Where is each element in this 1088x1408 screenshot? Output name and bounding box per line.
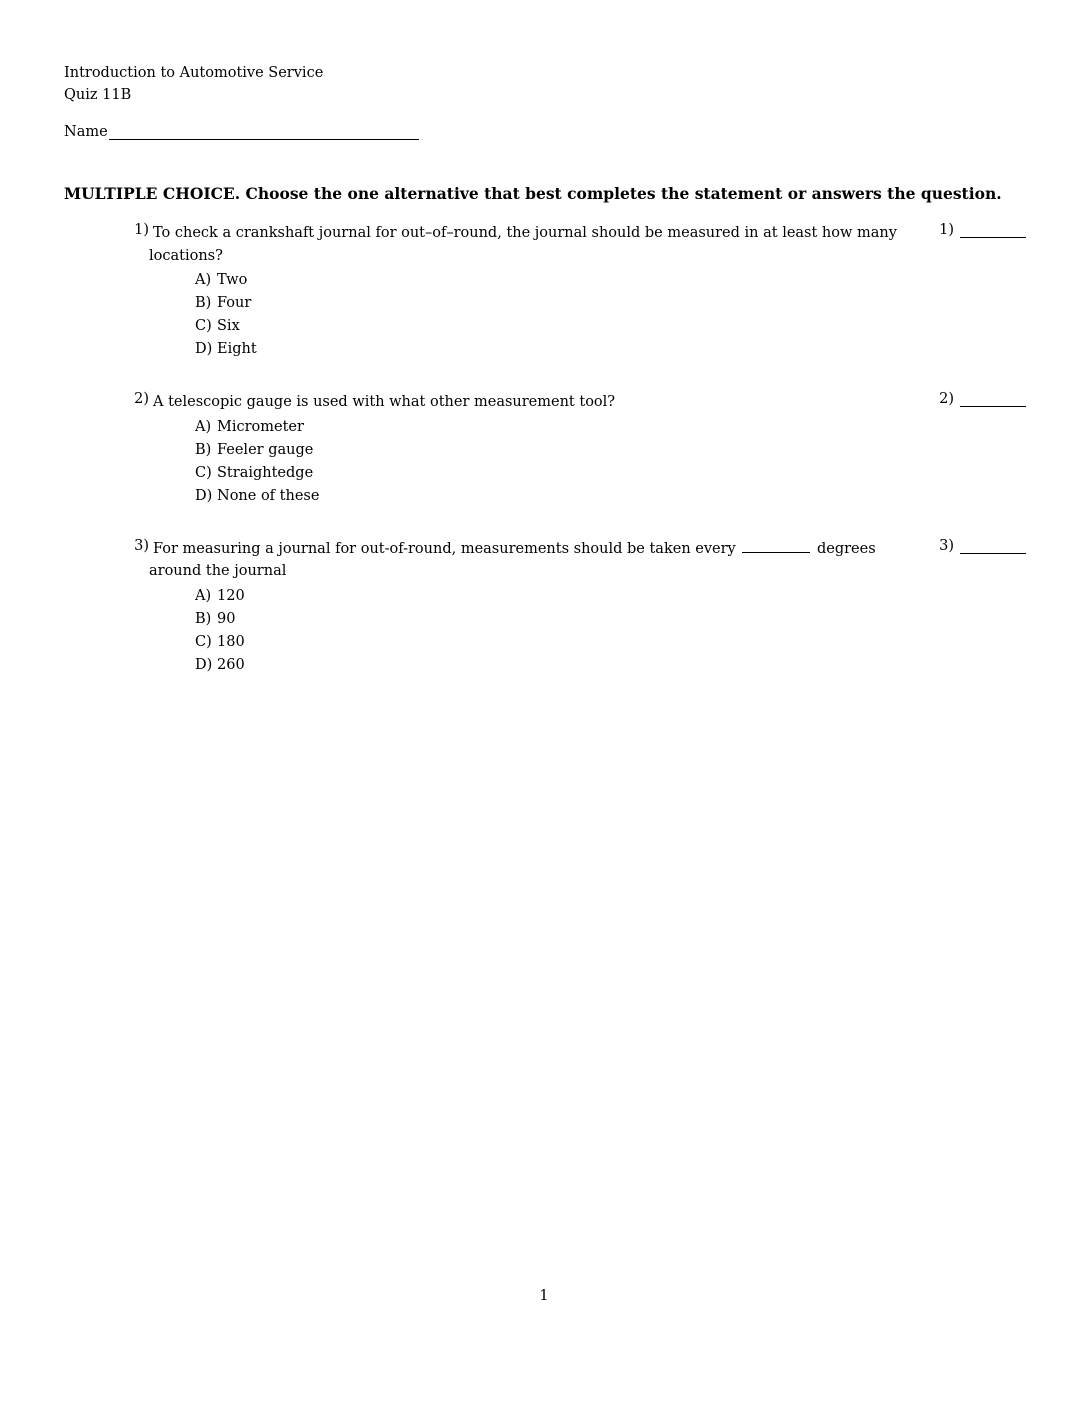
question-number: 2) bbox=[134, 391, 149, 407]
name-field-row bbox=[64, 124, 419, 140]
option-letter: C) bbox=[195, 318, 212, 334]
option-row[interactable] bbox=[149, 338, 928, 361]
question-text bbox=[149, 538, 928, 583]
answer-slot bbox=[939, 222, 1026, 238]
answer-blank[interactable] bbox=[960, 224, 1026, 238]
question-item bbox=[0, 222, 1088, 361]
option-row[interactable] bbox=[149, 631, 928, 654]
option-row[interactable] bbox=[149, 654, 928, 677]
option-row[interactable] bbox=[149, 315, 928, 338]
option-label: Feeler gauge bbox=[217, 441, 314, 458]
option-letter: A) bbox=[195, 587, 212, 604]
question-number: 3) bbox=[134, 537, 149, 554]
option-row[interactable] bbox=[149, 485, 928, 508]
option-row[interactable] bbox=[149, 585, 928, 608]
answer-number: 3) bbox=[939, 537, 954, 554]
question-text bbox=[149, 391, 928, 414]
instructions-text: MULTIPLE CHOICE. Choose the one alternative that best completes the statement or answers the question. bbox=[64, 184, 1002, 203]
option-row[interactable] bbox=[149, 292, 928, 315]
answer-blank[interactable] bbox=[960, 540, 1026, 554]
option-list bbox=[149, 416, 928, 508]
name-input-rule[interactable] bbox=[109, 125, 419, 140]
option-label: Eight bbox=[217, 341, 257, 357]
option-letter: D) bbox=[195, 656, 213, 673]
question-list bbox=[0, 222, 1088, 701]
option-row[interactable] bbox=[149, 462, 928, 485]
option-row[interactable] bbox=[149, 416, 928, 439]
document-header bbox=[64, 62, 323, 106]
option-label: Four bbox=[217, 295, 252, 311]
option-label: 90 bbox=[217, 610, 236, 627]
option-letter: C) bbox=[195, 464, 212, 481]
name-label: Name bbox=[64, 124, 108, 140]
question-text-part: For measuring a journal for out-of-round, measurements should be taken every bbox=[153, 540, 741, 557]
question-text-part: degrees around the journal bbox=[149, 540, 876, 579]
option-letter: C) bbox=[195, 633, 212, 650]
answer-blank[interactable] bbox=[960, 393, 1026, 407]
option-list bbox=[149, 269, 928, 361]
question-number: 1) bbox=[134, 222, 149, 238]
option-letter: D) bbox=[195, 341, 213, 357]
course-title: Introduction to Automotive Service bbox=[64, 65, 324, 81]
answer-slot bbox=[939, 391, 1026, 407]
page-number: 1 bbox=[539, 1288, 549, 1304]
option-letter: B) bbox=[195, 610, 212, 627]
option-label: 180 bbox=[217, 633, 245, 650]
quiz-title: Quiz 11B bbox=[64, 87, 132, 103]
question-text-part: A telescopic gauge is used with what other measurement tool? bbox=[153, 394, 616, 410]
option-label: 260 bbox=[217, 656, 245, 673]
option-label: Straightedge bbox=[217, 464, 314, 481]
inline-blank[interactable] bbox=[742, 539, 810, 553]
question-text-part: To check a crankshaft journal for out–of–round, the journal should be measured in at least how many locations? bbox=[149, 225, 897, 264]
answer-slot bbox=[939, 538, 1026, 554]
answer-number: 2) bbox=[939, 391, 954, 407]
option-letter: D) bbox=[195, 487, 213, 504]
question-item bbox=[0, 391, 1088, 508]
option-label: 120 bbox=[217, 587, 245, 604]
option-letter: A) bbox=[195, 418, 212, 435]
option-row[interactable] bbox=[149, 269, 928, 292]
question-text bbox=[149, 222, 928, 267]
option-label: Micrometer bbox=[217, 418, 304, 435]
question-item bbox=[0, 538, 1088, 677]
option-row[interactable] bbox=[149, 439, 928, 462]
option-label: Two bbox=[217, 272, 248, 288]
option-label: Six bbox=[217, 318, 240, 334]
option-label: None of these bbox=[217, 487, 320, 504]
option-letter: B) bbox=[195, 441, 212, 458]
option-list bbox=[149, 585, 928, 677]
option-letter: B) bbox=[195, 295, 212, 311]
option-letter: A) bbox=[195, 272, 212, 288]
answer-number: 1) bbox=[939, 222, 954, 238]
option-row[interactable] bbox=[149, 608, 928, 631]
